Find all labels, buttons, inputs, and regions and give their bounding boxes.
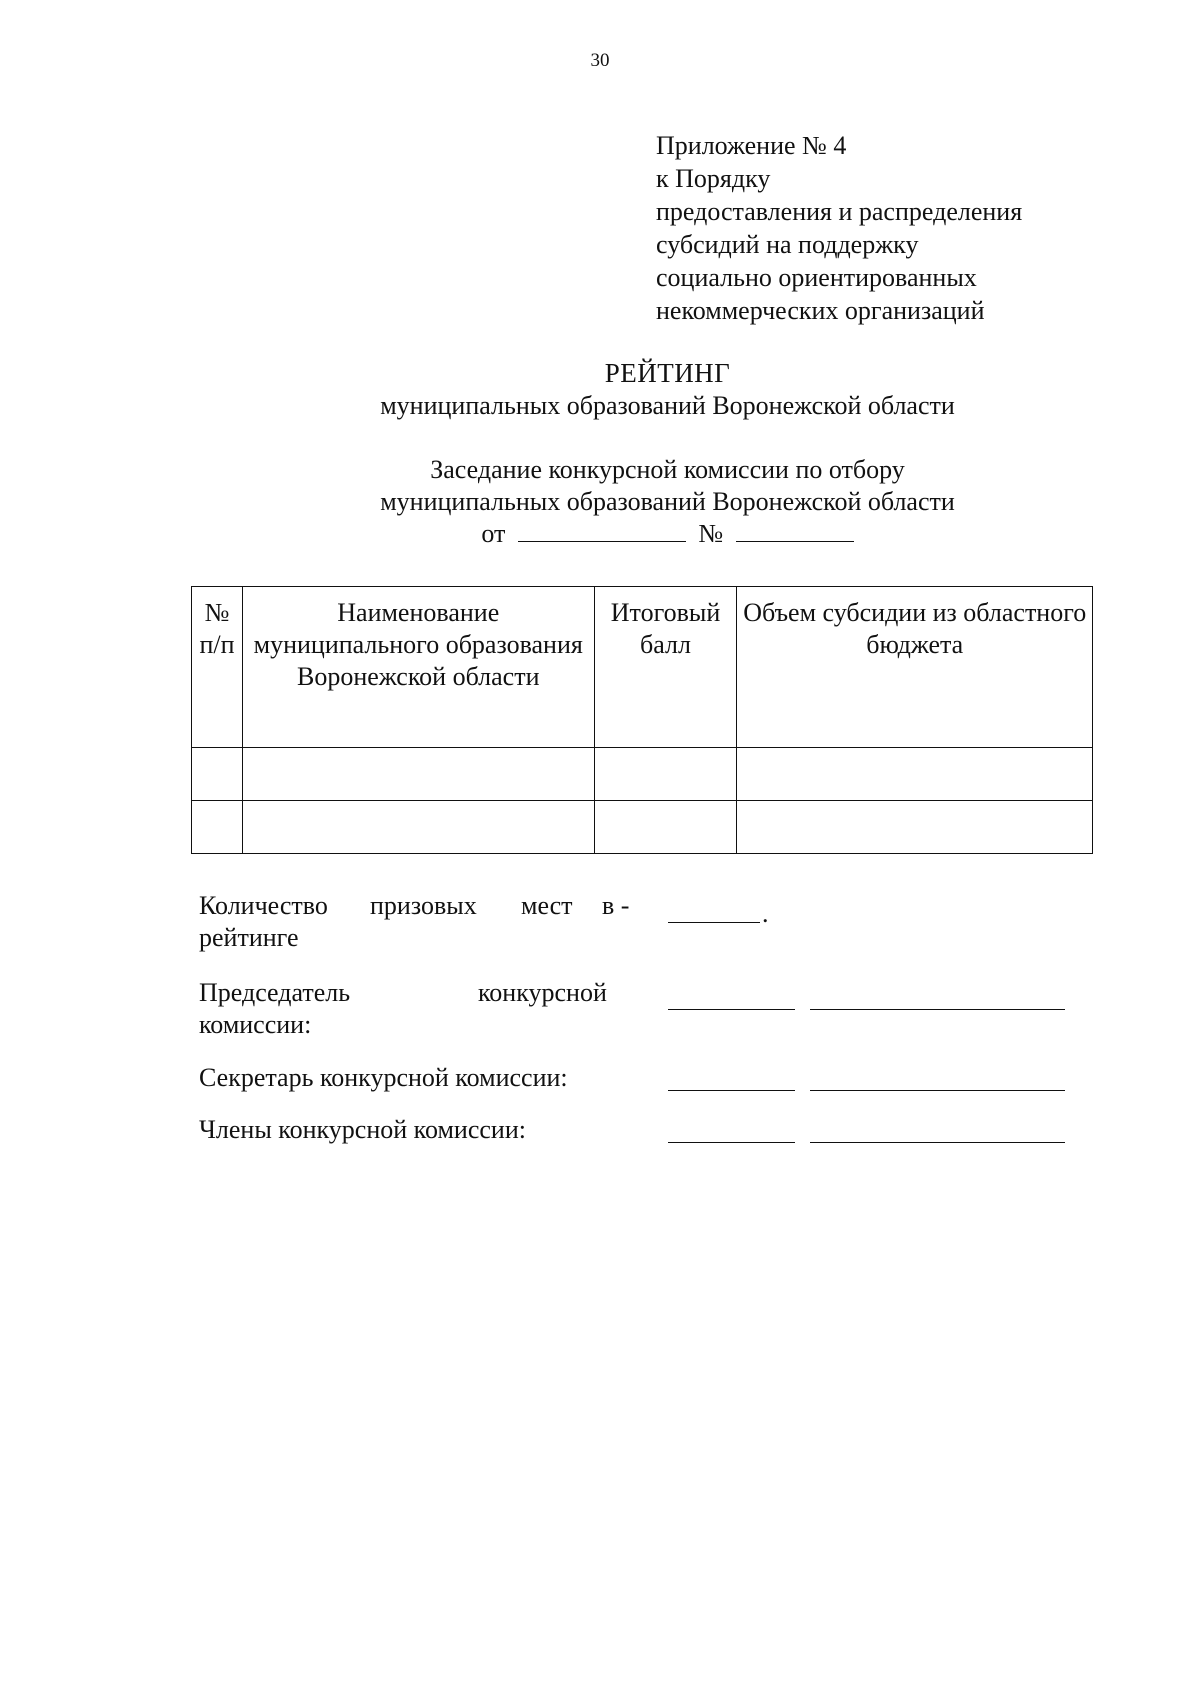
- number-label: №: [698, 519, 724, 548]
- prize-places-word-3: мест: [521, 891, 573, 920]
- table-cell[interactable]: [192, 748, 243, 801]
- appendix-line: Приложение № 4: [656, 131, 847, 160]
- table-cell[interactable]: [594, 801, 737, 854]
- appendix-line: субсидий на поддержку: [656, 230, 919, 259]
- table-cell[interactable]: [192, 801, 243, 854]
- meeting-line-2: муниципальных образований Воронежской области: [380, 487, 955, 516]
- meeting-info: [0, 454, 1200, 550]
- table-header-row: [192, 587, 1093, 748]
- prize-places-word-1: Количество: [199, 891, 328, 920]
- prize-places-word-2: призовых: [370, 891, 477, 920]
- appendix-line: к Порядку: [656, 164, 771, 193]
- table-cell[interactable]: [737, 748, 1093, 801]
- prize-places-blank[interactable]: [668, 922, 760, 923]
- members-signature-line[interactable]: [668, 1142, 795, 1143]
- table-cell[interactable]: [737, 801, 1093, 854]
- date-blank[interactable]: [518, 519, 686, 542]
- appendix-line: некоммерческих организаций: [656, 296, 985, 325]
- chairman-signature-line[interactable]: [668, 1009, 795, 1010]
- table-cell[interactable]: [242, 801, 594, 854]
- header-cell-municipality: Наименование муниципального образования Воронежской области: [242, 587, 594, 748]
- chairman-word-1: Председатель: [199, 978, 351, 1007]
- table-row: [192, 748, 1093, 801]
- rating-table: [191, 586, 1093, 854]
- document-title: РЕЙТИНГ: [604, 358, 731, 388]
- prize-places-period: .: [762, 899, 769, 928]
- document-subtitle: муниципальных образований Воронежской области: [380, 391, 955, 420]
- chairman-line-2: комиссии:: [199, 1010, 312, 1039]
- prize-places-line-2: рейтинге: [199, 923, 299, 952]
- meeting-line-3: [0, 518, 1200, 550]
- header-cell-number: № п/п: [192, 587, 243, 748]
- table-row: [192, 801, 1093, 854]
- prize-places-word-4: в -: [602, 891, 630, 920]
- page-number: 30: [590, 50, 610, 71]
- secretary-signature-line[interactable]: [668, 1090, 795, 1091]
- table-cell[interactable]: [242, 748, 594, 801]
- number-blank[interactable]: [736, 519, 854, 542]
- secretary-label: Секретарь конкурсной комиссии:: [199, 1063, 568, 1092]
- members-label: Члены конкурсной комиссии:: [199, 1115, 526, 1144]
- from-label: от: [481, 519, 506, 548]
- chairman-name-line[interactable]: [810, 1009, 1065, 1010]
- chairman-word-2: конкурсной: [478, 978, 607, 1007]
- header-cell-total-score: Итоговый балл: [594, 587, 737, 748]
- appendix-line: предоставления и распределения: [656, 197, 1023, 226]
- appendix-line: социально ориентированных: [656, 263, 977, 292]
- header-cell-subsidy-amount: Объем субсидии из областного бюджета: [737, 587, 1093, 748]
- appendix-header: [656, 129, 1022, 327]
- members-name-line[interactable]: [810, 1142, 1065, 1143]
- meeting-line-1: Заседание конкурсной комиссии по отбору: [430, 455, 905, 484]
- table-cell[interactable]: [594, 748, 737, 801]
- secretary-name-line[interactable]: [810, 1090, 1065, 1091]
